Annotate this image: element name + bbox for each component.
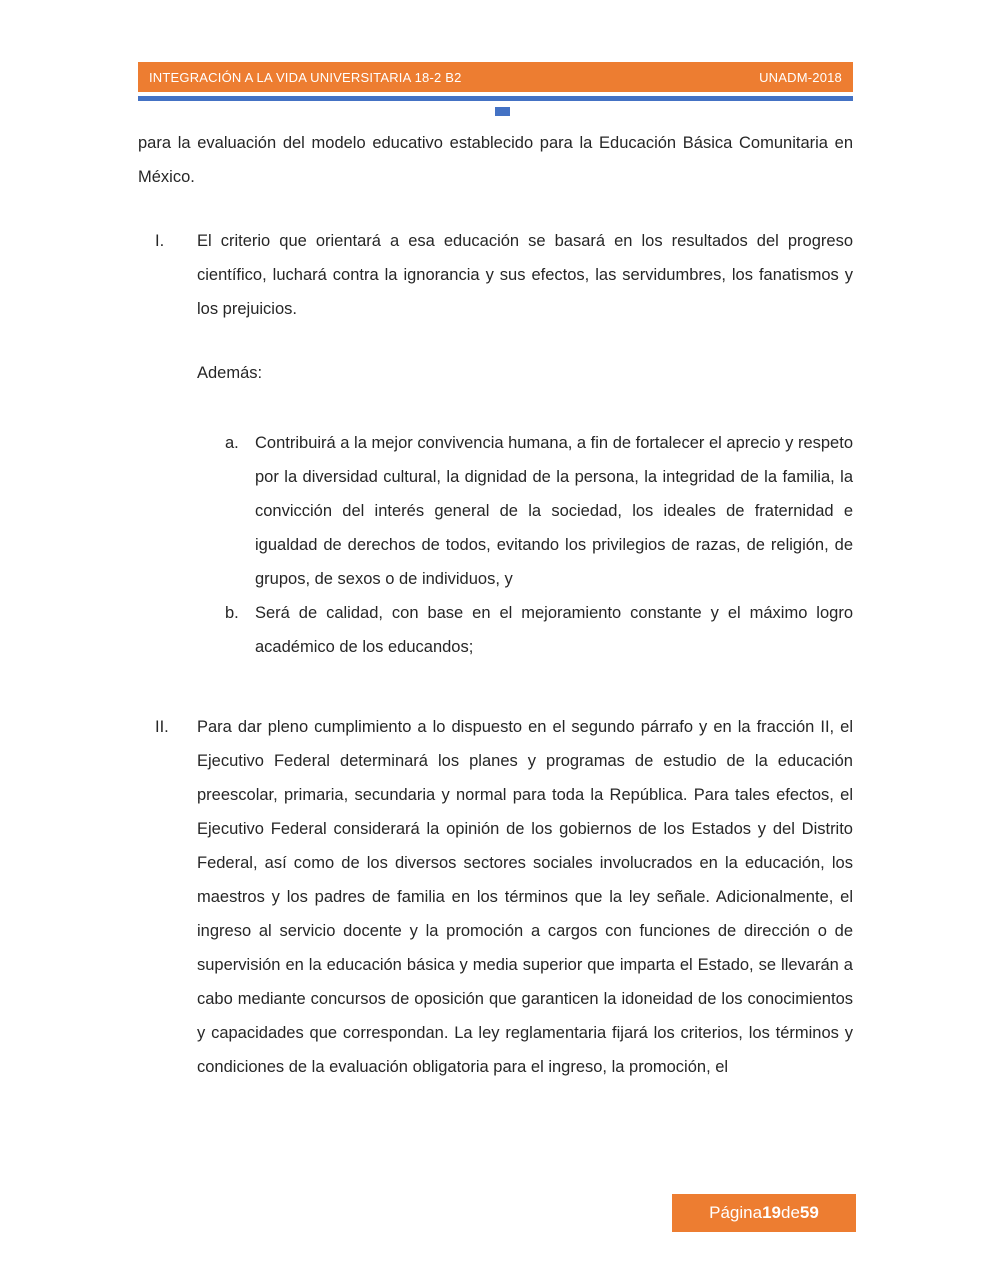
list-item-letter-b xyxy=(225,596,853,664)
paragraph-ademas: Además: xyxy=(197,364,263,382)
header-title: INTEGRACIÓN A LA VIDA UNIVERSITARIA 18-2 B2 xyxy=(149,69,462,85)
header-rule-tick xyxy=(495,107,510,116)
list-text: Será de calidad, con base en el mejoramiento constante y el máximo logro académico de los educandos; xyxy=(255,604,853,656)
list-marker: II. xyxy=(155,718,169,736)
list-item-roman-I xyxy=(138,224,853,326)
page-total: 59 xyxy=(799,1203,819,1222)
header-course-code: UNADM-2018 xyxy=(759,69,842,85)
header-bar xyxy=(138,62,853,92)
header-rule xyxy=(138,96,853,101)
page-of-label: de xyxy=(781,1203,800,1222)
list-marker: b. xyxy=(225,604,239,622)
page-number-badge xyxy=(672,1194,856,1232)
list-text: Contribuirá a la mejor convivencia humana, a fin de fortalecer el aprecio y respeto por la diversidad cultural, la dignidad de la persona, la integridad de la familia, la convicción del interés general de la sociedad, los ideales de fraternidad e igualdad de derechos de todos, evitando los privilegios de razas, de religión, de grupos, de sexos o de individuos, y xyxy=(255,434,853,588)
list-marker: a. xyxy=(225,434,239,452)
document-body xyxy=(138,126,853,1084)
list-item-letter-a xyxy=(225,426,853,596)
paragraph-intro: para la evaluación del modelo educativo establecido para la Educación Básica Comunitaria en México. xyxy=(138,134,853,186)
page-number: 19 xyxy=(762,1203,781,1222)
list-text: Para dar pleno cumplimiento a lo dispuesto en el segundo párrafo y en la fracción II, el Ejecutivo Federal determinará los planes y programas de estudio de la educación preescolar, primaria, secundaria y normal para toda la República. Para tales efectos, el Ejecutivo Federal considerará la opinión de los gobiernos de los Estados y del Distrito Federal, así como de los diversos sectores sociales involucrados en la educación, los maestros y los padres de familia en los términos que la ley señale. Adicionalmente, el ingreso al servicio docente y la promoción a cargos con funciones de dirección o de supervisión en la educación básica y media superior que imparta el Estado, se llevarán a cabo mediante concursos de oposición que garanticen la idoneidad de los conocimientos y capacidades que correspondan. La ley reglamentaria fijará los criterios, los términos y condiciones de la evaluación obligatoria para el ingreso, la promoción, el xyxy=(197,718,853,1076)
list-marker: I. xyxy=(155,232,165,250)
list-item-roman-II xyxy=(138,710,853,1084)
list-text: El criterio que orientará a esa educación se basará en los resultados del progreso científico, luchará contra la ignorancia y sus efectos, las servidumbres, los fanatismos y los prejuicios. xyxy=(197,232,853,318)
page-label: Página xyxy=(709,1203,763,1222)
